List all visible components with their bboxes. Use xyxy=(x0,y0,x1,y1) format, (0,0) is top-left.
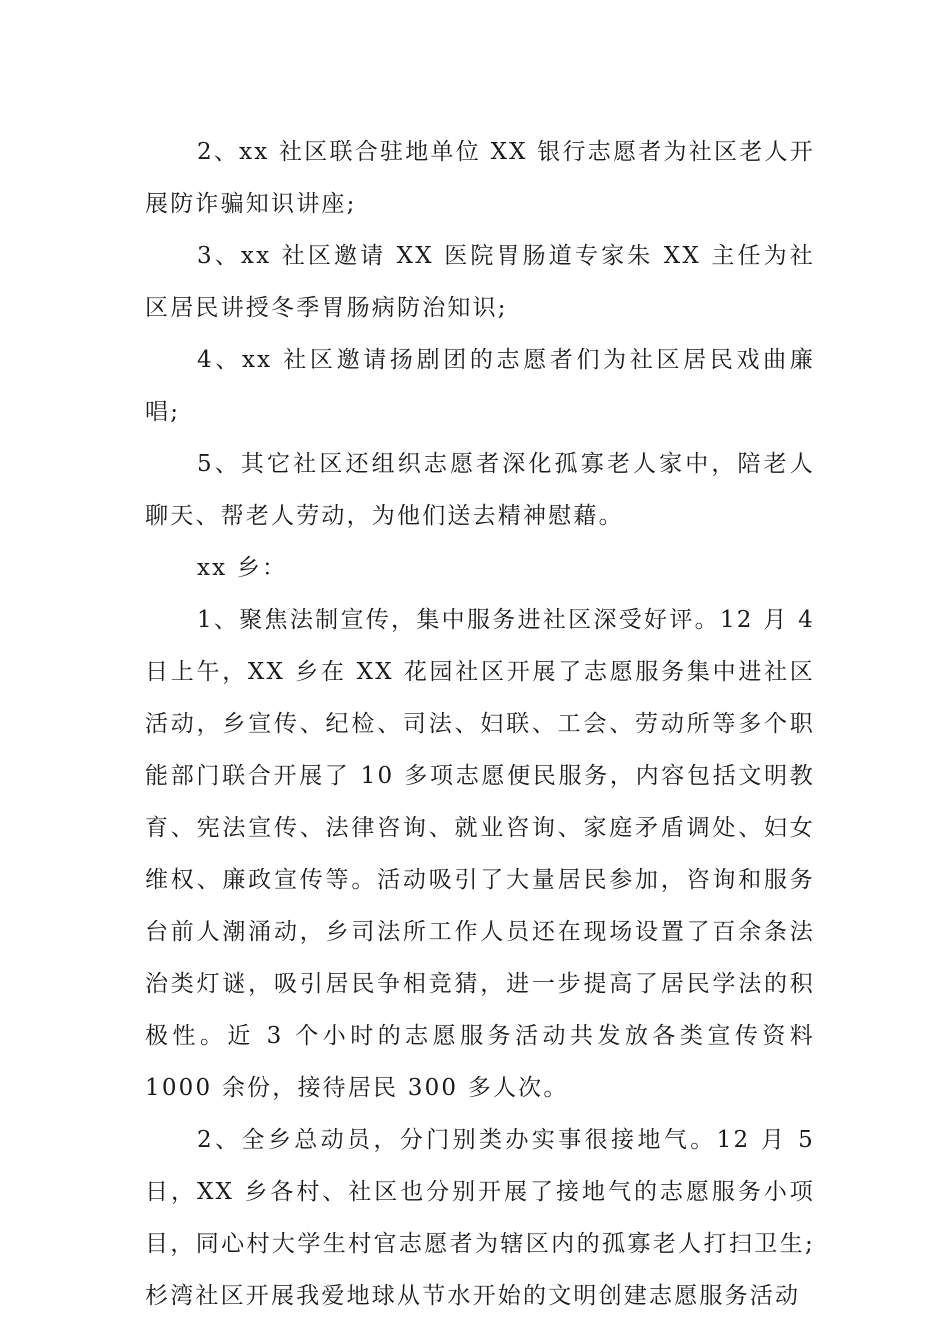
paragraph-legal-publicity: 1、聚焦法制宣传，集中服务进社区深受好评。12 月 4 日上午，XX 乡在 XX 花园社区开展了志愿服务集中进社区活动，乡宣传、纪检、司法、妇联、工会、劳动所等多个职能部门联合开展了 10 多项志愿便民服务，内容包括文明教育、宪法宣传、法律咨询、就业咨询、家庭矛盾调处、妇女维权、廉政宣传等。活动吸引了大量居民参加，咨询和服务台前人潮涌动，乡司法所工作人员还在现场设置了百余条法治类灯谜，吸引居民争相竞猜，进一步提高了居民学法的积极性。近 3 个小时的志愿服务活动共发放各类宣传资料 1000 余份，接待居民 300 多人次。 xyxy=(145,607,815,1101)
document-body xyxy=(145,126,815,1322)
paragraph-item-2: 2、xx 社区联合驻地单位 XX 银行志愿者为社区老人开展防诈骗知识讲座; xyxy=(145,139,815,217)
paragraph-township-mobilization: 2、全乡总动员，分门别类办实事很接地气。12 月 5 日，XX 乡各村、社区也分别开展了接地气的志愿服务小项目，同心村大学生村官志愿者为辖区内的孤寡老人打扫卫生;杉湾社区开展我爱地球从节水开始的文明创建志愿服务活动 xyxy=(145,1127,815,1309)
paragraph-item-5: 5、其它社区还组织志愿者深化孤寡老人家中，陪老人聊天、帮老人劳动，为他们送去精神慰藉。 xyxy=(145,451,815,529)
paragraph-item-3: 3、xx 社区邀请 XX 医院胃肠道专家朱 XX 主任为社区居民讲授冬季胃肠病防治知识; xyxy=(145,243,815,321)
section-heading-xx-township: xx 乡： xyxy=(197,555,288,581)
paragraph-item-4: 4、xx 社区邀请扬剧团的志愿者们为社区居民戏曲廉唱; xyxy=(145,347,815,425)
